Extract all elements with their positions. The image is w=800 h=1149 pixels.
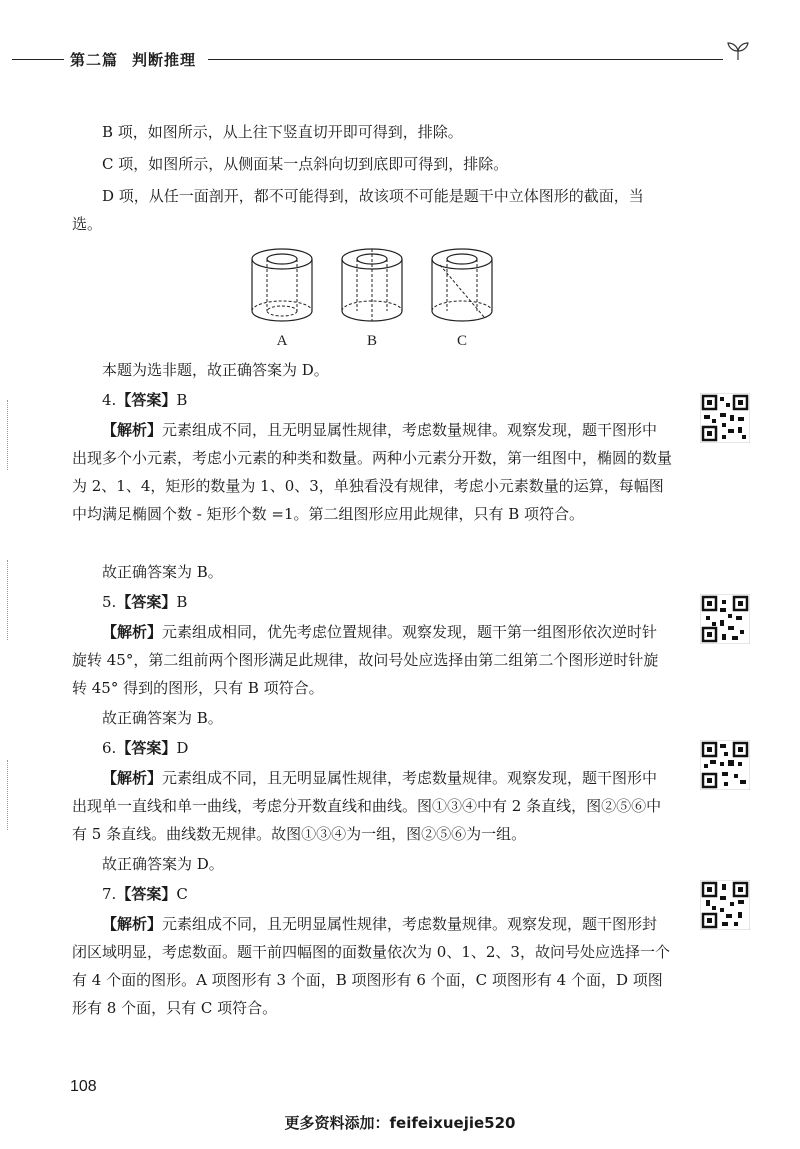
margin-mark	[7, 400, 10, 470]
cylinder-a	[252, 249, 312, 349]
page-number: 108	[70, 1078, 97, 1095]
cylinder-c	[432, 249, 492, 349]
conclusion-4: 故正确答案为 B。	[102, 563, 223, 581]
analysis-tag: 【解析】	[102, 421, 163, 439]
figure-label-b: B	[366, 333, 378, 349]
answer-value: B	[176, 593, 188, 611]
answer-tag: 【答案】	[116, 593, 177, 611]
answer-tag: 【答案】	[116, 739, 177, 757]
header-rule-left	[12, 59, 64, 60]
header-chapter: 判断推理	[132, 51, 197, 69]
analysis-text: 元素组成不同，且无明显属性规律，考虑数量规律。观察发现，题干图形中出现多个小元素，考虑小元素的种类和数量。两种小元素分开数，第一组图中，椭圆的数量为 2、1、4，矩形的数量为 1、0、3，单独看没有规律，考虑小元素数量的运算，每幅图中均满足椭圆个数 - 矩形个数 =1。第二组图形应用此规律，只有 B 项符合。	[72, 421, 673, 523]
analysis-text: 元素组成相同，优先考虑位置规律。观察发现，题干第一组图形依次逆时针旋转 45°，第二组前两个图形满足此规律，故问号处应选择由第二组第二个图形逆时针旋转 45° 得到的图形，只有 B 项符合。	[72, 623, 659, 697]
answer-heading-7	[72, 880, 672, 908]
analysis-text: 元素组成不同，且无明显属性规律，考虑数量规律。观察发现，题干图形封闭区域明显，考虑数面。题干前四幅图的面数量依次为 0、1、2、3，故问号处应选择一个有 4 个面的图形。A 项图形有 3 个面，B 项图形有 6 个面，C 项图形有 4 个面，D 项图形有 8 个面，只有 C 项符合。	[72, 915, 670, 1017]
answer-heading-5	[72, 588, 672, 616]
qr-code-q7[interactable]	[700, 880, 750, 930]
qr-code-q4[interactable]	[700, 393, 750, 443]
analysis-6	[72, 764, 672, 848]
conclusion-6: 故正确答案为 D。	[102, 855, 224, 873]
header-section: 第二篇	[70, 51, 119, 69]
question-number: 7.	[102, 885, 117, 903]
sprout-icon	[724, 40, 752, 62]
conclusion-5: 故正确答案为 B。	[102, 709, 223, 727]
paragraph-option-b: B 项，如图所示，从上往下竖直切开即可得到，排除。	[102, 123, 463, 141]
qr-code-q5[interactable]	[700, 594, 750, 644]
cylinder-b	[342, 249, 402, 349]
paragraph-option-d: D 项，从任一面剖开，都不可能得到，故该项不可能是题干中立体图形的截面，当选。	[72, 187, 644, 233]
paragraph-option-c: C 项，如图所示，从侧面某一点斜向切到底即可得到，排除。	[102, 155, 509, 173]
header-rule-right	[208, 59, 723, 60]
figure-label-a: A	[276, 333, 288, 349]
page-header	[0, 40, 800, 80]
answer-tag: 【答案】	[116, 391, 177, 409]
answer-value: B	[176, 391, 188, 409]
analysis-text: 元素组成不同，且无明显属性规律，考虑数量规律。观察发现，题干图形中出现单一直线和单一曲线，考虑分开数直线和曲线。图①③④中有 2 条直线，图②⑤⑥中有 5 条直线。曲线数无规律。故图①③④为一组，图②⑤⑥为一组。	[72, 769, 662, 843]
analysis-4	[72, 416, 672, 528]
analysis-tag: 【解析】	[102, 623, 163, 641]
question-number: 6.	[102, 739, 117, 757]
analysis-7	[72, 910, 672, 1022]
answer-value: D	[176, 739, 189, 757]
margin-mark	[7, 560, 10, 640]
analysis-tag: 【解析】	[102, 769, 163, 787]
margin-mark	[7, 760, 10, 830]
header-title	[70, 49, 196, 70]
paragraph-conclusion-3: 本题为选非题，故正确答案为 D。	[102, 361, 329, 379]
figure-label-c: C	[456, 333, 468, 349]
answer-tag: 【答案】	[116, 885, 177, 903]
answer-heading-6	[72, 734, 672, 762]
answer-heading-4	[72, 386, 672, 414]
question-number: 4.	[102, 391, 117, 409]
question-number: 5.	[102, 593, 117, 611]
qr-code-q6[interactable]	[700, 740, 750, 790]
analysis-5	[72, 618, 672, 702]
analysis-tag: 【解析】	[102, 915, 163, 933]
footer-note: 更多资料添加：feifeixuejie520	[284, 1114, 516, 1132]
answer-value: C	[176, 885, 188, 903]
cylinder-cross-section-figure	[240, 245, 510, 355]
